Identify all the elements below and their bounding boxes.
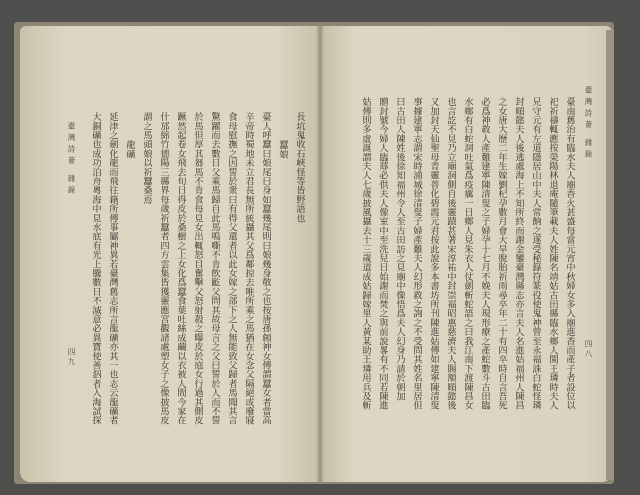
section-heading: 龍礦 bbox=[124, 140, 135, 159]
text-column: 水鄉有白蛇洞吐氣爲疫癘一日鄉人見朱衣人仗劍斬蛇語之曰我江南下渡陳昌女 bbox=[462, 97, 473, 410]
right-page-text bbox=[357, 97, 578, 410]
text-column: 也言訖不見乃立廟洞側自後靈蹟甚著宋淳祐中封崇福昭惠慈濟夫人賜額順懿後 bbox=[445, 97, 456, 410]
text-column: 姑傳則多虛誕謂夫人七歲披風攝去十三歲道成姑歸嫁里人黃某助王璘用兵及斬 bbox=[360, 97, 371, 410]
book-spine bbox=[316, 26, 324, 482]
text-column: 之女唐大歷二年生嫁劉杞孕數月會大旱脫胎祈雨尋卒年二十有四卒時自言吾死 bbox=[496, 97, 507, 410]
text-column: 大銅礦也成功泊舟粵海中見水底有光上騰數日不滅意必異寶使善泅者入海試探 bbox=[90, 112, 101, 425]
left-page-text bbox=[87, 112, 308, 425]
text-column: 延津之劍化龍而飛往籍所傳事屬神異若臺灣舊志所言龍礦亦其一也志云龍礦者 bbox=[107, 112, 118, 425]
page-edges bbox=[606, 30, 614, 480]
left-page bbox=[20, 26, 320, 482]
text-column: 臺南舊治有臨水夫人廟香火甚盛每當元宵中秋婦女多入廟進香而產子者設位以 bbox=[564, 97, 575, 410]
text-column: 什邡綿竹德陽三縣界每歲祈蠶者四方雲集皆獲靈應宮觀諸處塑女子之像披馬皮 bbox=[158, 112, 169, 425]
text-column: 於馬但厚其芻馬不肯食每見女出輒怒目奮擊父怒射殺之曝皮於庭女行過其側皮 bbox=[192, 112, 203, 425]
text-column: 又加封天仙聖母青靈普化碧霞元君按此說多本書坊所刊陳進姑傳如建寧陳清叟 bbox=[428, 97, 439, 410]
text-column: 必爲神救人產難建寧陳清叟之子婦孕十七月不娩夫人現形療之產蛇數斗古田臨 bbox=[479, 97, 490, 410]
text-column: 驚躍而去數日父乘馬歸自此馬鳴嘶不肯飲齕父問其故母言之父曰誓於人而不誓 bbox=[209, 112, 220, 425]
text-column: 贈封號今婦人臨蓐必供夫人像室中至洗兒日始謝而焚之與前說畧有不同若陳進 bbox=[377, 97, 388, 410]
text-column: 謂之馬頭娘以祈蠶桑焉 bbox=[141, 112, 152, 204]
text-column: 長坑鬼收石峽怪等皆野語也 bbox=[294, 112, 305, 223]
text-column: 蹶然起卷女飛去旬日得皮於桑樹之上女化爲蠶食葉吐絲成繭以衣被人間今家在 bbox=[175, 112, 186, 425]
text-column: 辛帝時蜀地未立君長無所統攝其父爲鄰掠去唯所乘之馬猶在女念父隔絕或廢寢 bbox=[243, 112, 254, 425]
text-column: 祀祈禱輒應按榮陽林退庵隨筆載夫人姓陳名靖姑古田縣臨水鄉人閩王璘時夫人 bbox=[547, 97, 558, 410]
right-page-number: 四八 bbox=[584, 340, 593, 359]
section-heading: 蠶娘 bbox=[277, 140, 288, 159]
right-running-title: 臺灣詩薈 雜錄 bbox=[584, 86, 593, 162]
text-column: 曰古田人陳姓後徐知福州令人至古田訪之見廟中像悟爲夫人幻身乃請於朝加 bbox=[394, 97, 405, 401]
text-column: 事據建寧志謂宋時浦城徐清叟子婦產難夫人幻形救之詢之不受問其姓名里居但 bbox=[411, 97, 422, 410]
right-page bbox=[320, 26, 612, 482]
left-running-title: 臺灣詩薈 雜錄 bbox=[67, 122, 76, 198]
text-column: 臺人呼蠶曰娘尾曰身如蠶幾尾則曰娘幾身敬之也按唐孫頠神女傳謂蠶女者當高 bbox=[260, 112, 271, 425]
text-column: 封順懿夫人後逃處海上不知所終而謝金鑾臺灣縣志亦言夫人名進姑福州人陳昌 bbox=[513, 97, 524, 410]
text-column: 兄守元有左道隱居山中夫人常餉之遂受秘籙符篆役使鬼神曾至永福誅白蛇怪璘 bbox=[530, 97, 541, 410]
text-column: 食母慰撫之因誓於衆曰有得父還者以此女嫁之部下之人無能致父歸者馬聞其言 bbox=[226, 112, 237, 425]
left-page-number: 四九 bbox=[67, 348, 76, 367]
